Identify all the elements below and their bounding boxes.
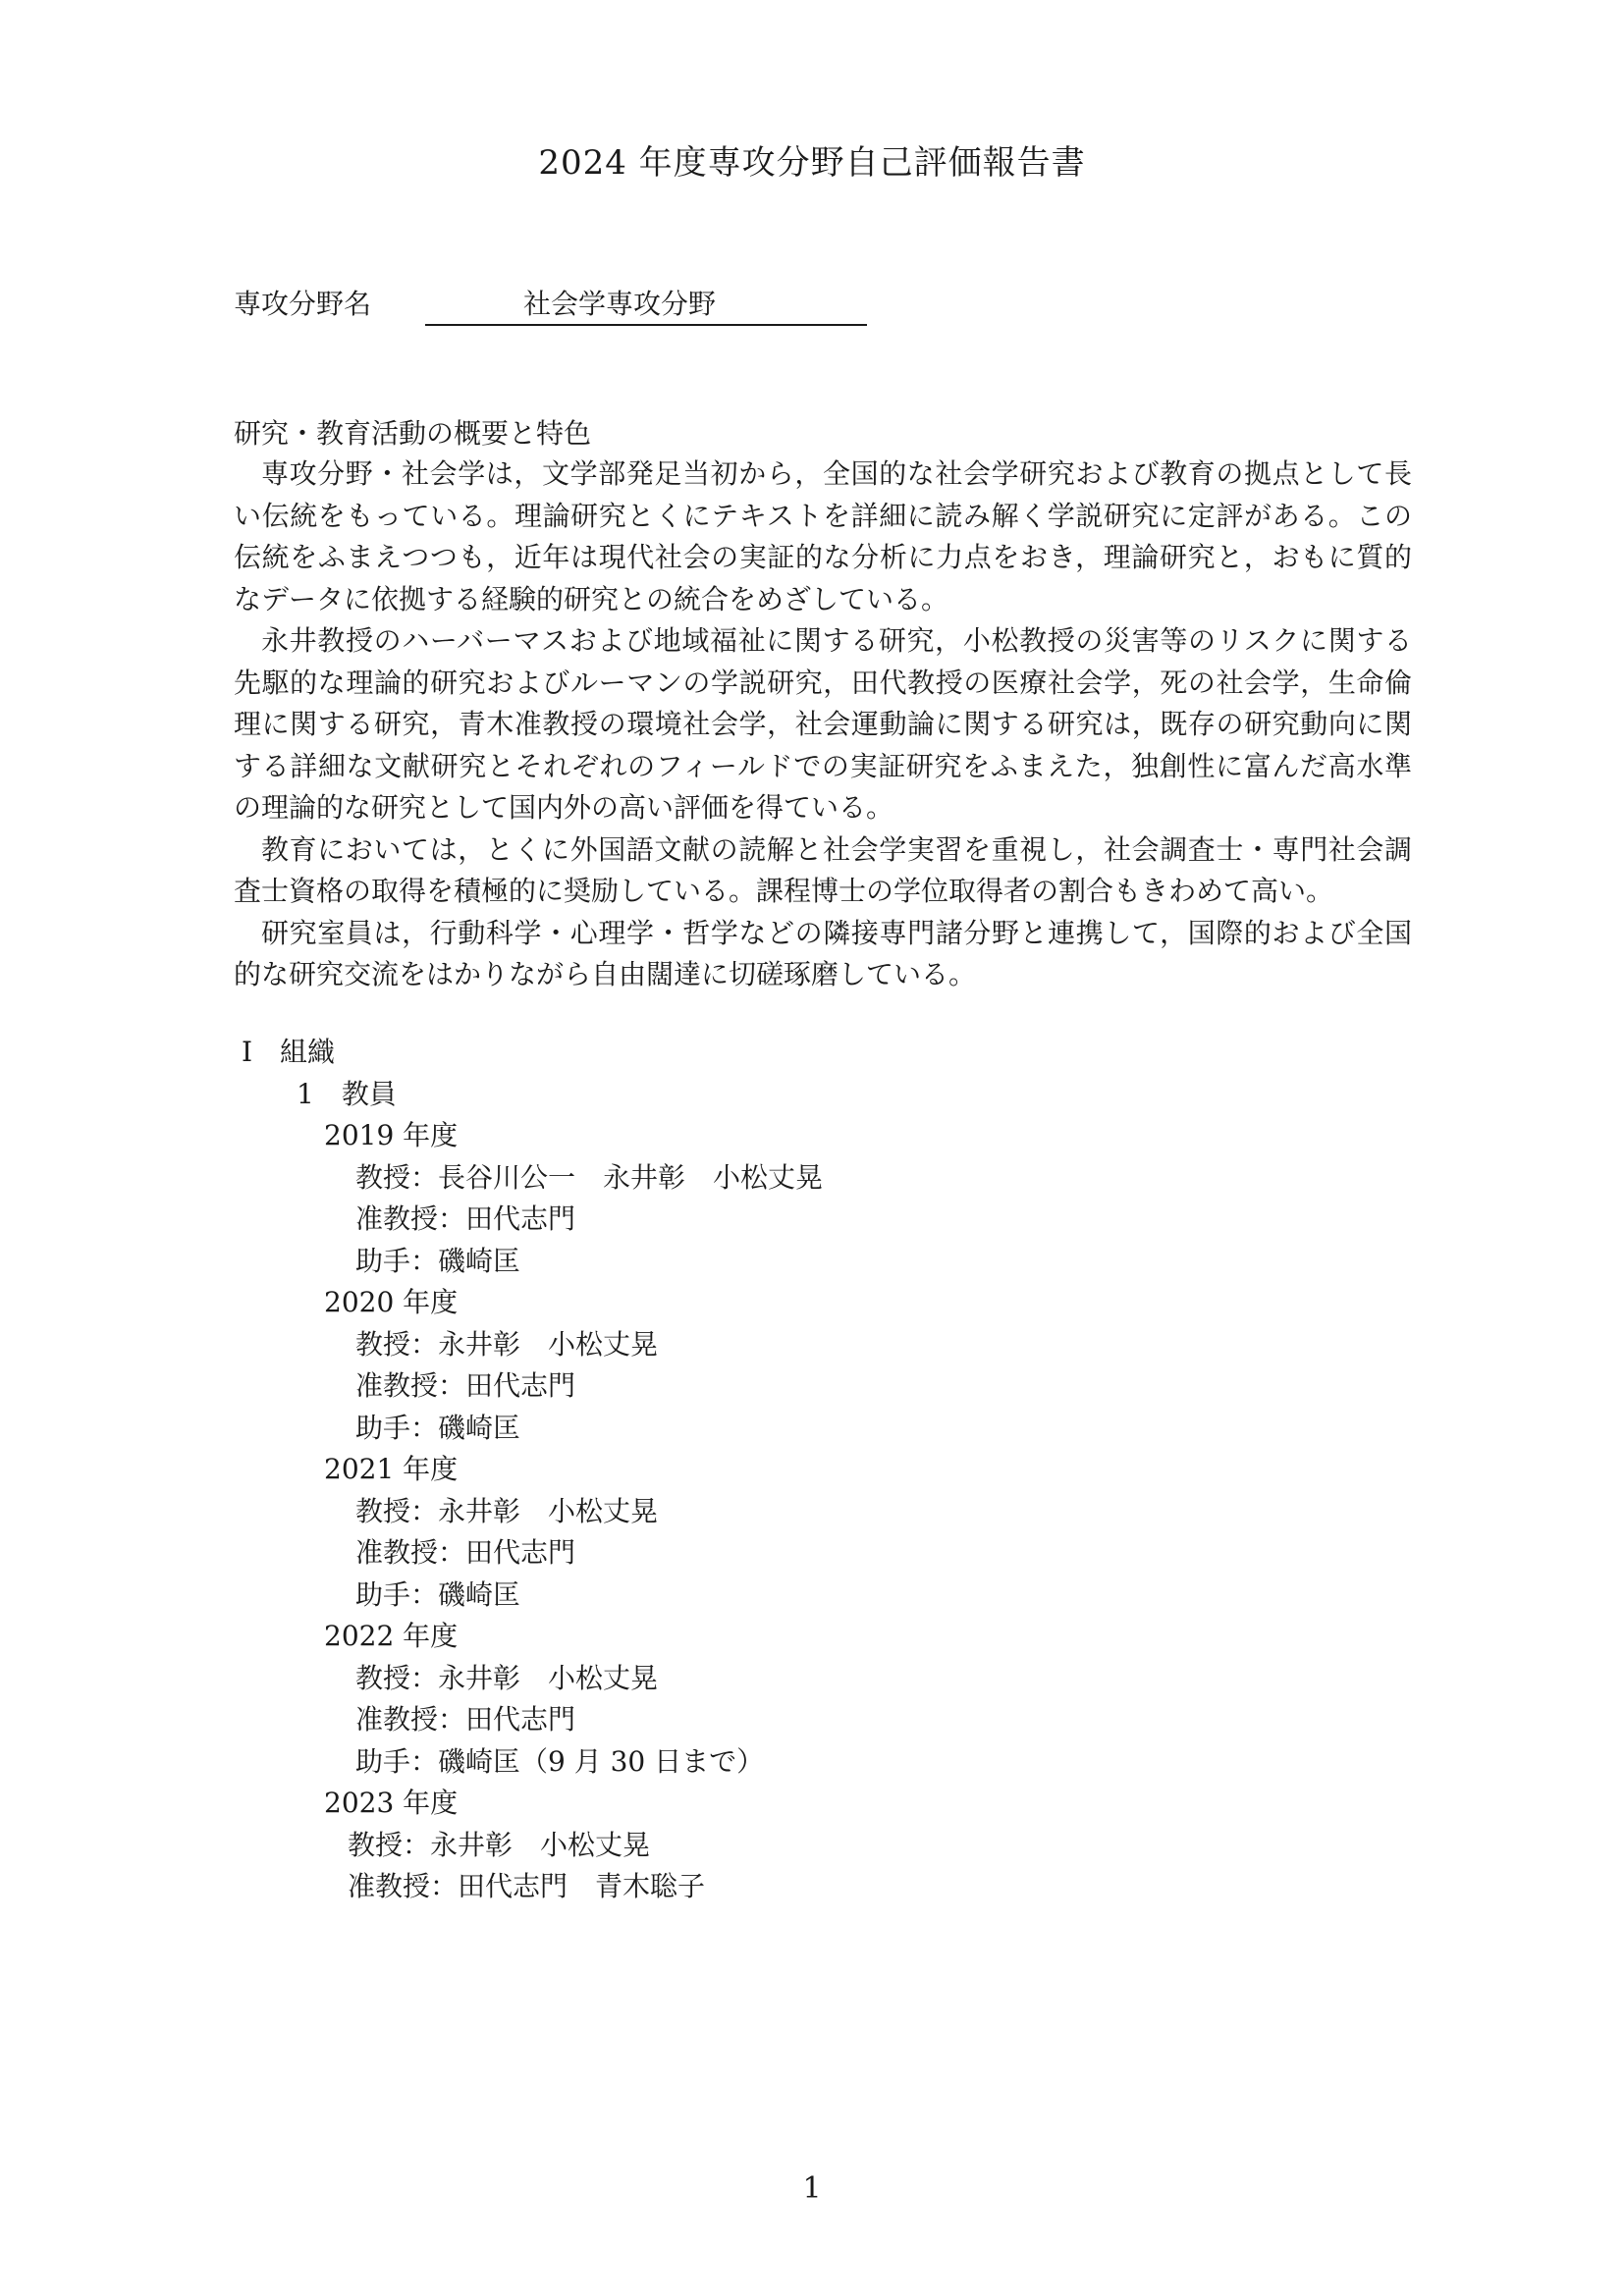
faculty-member-line: 教授：永井彰 小松丈晃	[348, 1828, 651, 1861]
faculty-member-line: 教授：長谷川公一 永井彰 小松丈晃	[355, 1160, 824, 1194]
faculty-member-line: 准教授：田代志門	[355, 1369, 576, 1402]
faculty-member-line: 助手：磯崎匡	[355, 1577, 521, 1611]
faculty-member-line: 准教授：田代志門	[355, 1703, 576, 1735]
organization-section	[234, 1032, 823, 1908]
faculty-member-line: 教授：永井彰 小松丈晃	[355, 1327, 659, 1361]
overview-paragraph: 専攻分野・社会学は，文学部発足当初から，全国的な社会学研究および教育の拠点として長い伝統をもっている。理論研究とくにテキストを詳細に読み解く学説研究に定評がある。この伝統をふまえつつも，近年は現代社会の実証的な分析に力点をおき，理論研究と，おもに質的なデータに依拠する経験的研究との統合をめざしている。	[234, 457, 1412, 615]
overview-body	[234, 454, 1412, 996]
document-title: 2024 年度専攻分野自己評価報告書	[538, 143, 1086, 183]
faculty-member-line: 准教授：田代志門 青木聡子	[348, 1870, 706, 1902]
year-label: 2020 年度	[324, 1286, 459, 1318]
field-name-value: 社会学専攻分野	[425, 283, 867, 326]
faculty-member-line: 准教授：田代志門	[355, 1202, 576, 1235]
year-label: 2022 年度	[324, 1620, 459, 1652]
overview-paragraph: 永井教授のハーバーマスおよび地域福祉に関する研究，小松教授の災害等のリスクに関する先駆的な理論的研究およびルーマンの学説研究，田代教授の医療社会学，死の社会学，生命倫理に関する研究，青木准教授の環境社会学，社会運動論に関する研究は，既存の研究動向に関する詳細な文献研究とそれぞれのフィールドでの実証研究をふまえた，独創性に富んだ高水準の理論的な研究として国内外の高い評価を得ている。	[234, 624, 1412, 824]
field-name-label: 専攻分野名	[234, 288, 372, 320]
faculty-heading: 1 教員	[297, 1077, 397, 1110]
overview-paragraph: 教育においては，とくに外国語文献の読解と社会学実習を重視し，社会調査士・専門社会調査士資格の取得を積極的に奨励している。課程博士の学位取得者の割合もきわめて高い。	[234, 832, 1412, 907]
overview-heading: 研究・教育活動の概要と特色	[234, 417, 592, 450]
year-label: 2021 年度	[324, 1453, 459, 1485]
faculty-member-line: 教授：永井彰 小松丈晃	[355, 1494, 659, 1527]
page-number: 1	[802, 2171, 822, 2206]
year-label: 2023 年度	[324, 1787, 459, 1819]
faculty-member-line: 助手：磯崎匡（9 月 30 日まで）	[355, 1744, 765, 1778]
faculty-member-line: 助手：磯崎匡	[355, 1411, 521, 1444]
year-label: 2019 年度	[324, 1119, 459, 1151]
faculty-member-line: 教授：永井彰 小松丈晃	[355, 1661, 659, 1694]
organization-heading: Ⅰ 組織	[242, 1036, 336, 1068]
overview-paragraph: 研究室員は，行動科学・心理学・哲学などの隣接専門諸分野と連携して，国際的および全国的な研究交流をはかりながら自由闊達に切磋琢磨している。	[234, 916, 1412, 990]
faculty-member-line: 助手：磯崎匡	[355, 1244, 521, 1277]
faculty-member-line: 准教授：田代志門	[355, 1536, 576, 1569]
